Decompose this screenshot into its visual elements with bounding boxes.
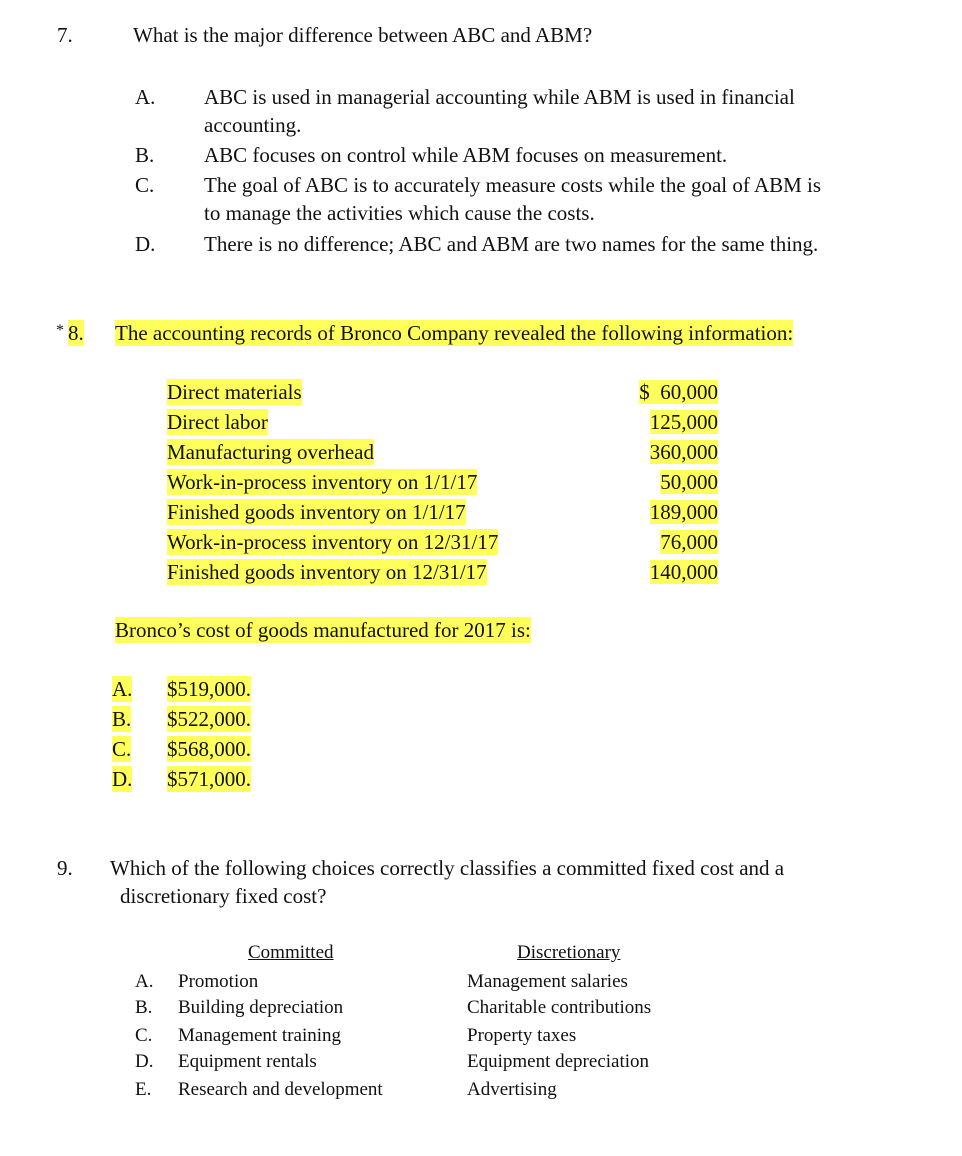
- option-text: to manage the activities which cause the costs.: [204, 201, 595, 225]
- option-text: ABC focuses on control while ABM focuses on measurement.: [204, 143, 728, 167]
- table-row-amount: 76,000: [660, 530, 718, 554]
- table-row-amount: $ 60,000: [639, 380, 718, 404]
- table-row-amount-cell: [598, 379, 718, 405]
- option-letter: C.: [135, 1025, 153, 1046]
- option-committed: Promotion: [178, 971, 259, 992]
- option-discretionary: Property taxes: [467, 1025, 577, 1046]
- option-text: $571,000.: [167, 767, 251, 791]
- option-discretionary: Equipment depreciation: [467, 1051, 650, 1072]
- option-text: $519,000.: [167, 677, 251, 701]
- table-row-amount-cell: [598, 469, 718, 495]
- option-discretionary: Advertising: [467, 1079, 557, 1100]
- table-row-amount-cell: [598, 499, 718, 525]
- option-discretionary: Charitable contributions: [467, 997, 652, 1018]
- question-number: 8.: [68, 321, 84, 345]
- table-row-label: Work-in-process inventory on 1/1/17: [167, 470, 478, 494]
- table-row-label: Direct materials: [167, 380, 302, 404]
- question-text: What is the major difference between ABC and ABM?: [133, 23, 593, 47]
- option-letter: D.: [135, 232, 156, 256]
- table-row-label: Manufacturing overhead: [167, 440, 374, 464]
- option-letter: C.: [112, 737, 132, 761]
- option-letter: A.: [135, 971, 154, 992]
- option-letter: A.: [112, 677, 133, 701]
- option-text: ABC is used in managerial accounting while ABM is used in financial: [204, 85, 795, 109]
- table-row-amount: 140,000: [649, 560, 718, 584]
- option-letter: D.: [135, 1051, 154, 1072]
- table-row-amount: 360,000: [649, 440, 718, 464]
- option-letter: E.: [135, 1079, 152, 1100]
- question-number: 9.: [57, 856, 73, 880]
- option-letter: A.: [135, 85, 156, 109]
- option-committed: Management training: [178, 1025, 342, 1046]
- option-committed: Equipment rentals: [178, 1051, 317, 1072]
- option-text: There is no difference; ABC and ABM are two names for the same thing.: [204, 232, 819, 256]
- table-row-label: Direct labor: [167, 410, 268, 434]
- option-discretionary: Management salaries: [467, 971, 628, 992]
- question-text: discretionary fixed cost?: [120, 884, 327, 908]
- table-row-amount-cell: [598, 559, 718, 585]
- option-letter: B.: [112, 707, 132, 731]
- question-prompt: Bronco’s cost of goods manufactured for 2017 is:: [115, 618, 531, 642]
- question-text: Which of the following choices correctly classifies a committed fixed cost and a: [110, 856, 785, 880]
- option-text: $522,000.: [167, 707, 251, 731]
- option-letter: D.: [112, 767, 133, 791]
- option-committed: Building depreciation: [178, 997, 344, 1018]
- table-row-amount-cell: [598, 439, 718, 465]
- asterisk-marker: *: [56, 322, 64, 339]
- option-letter: C.: [135, 173, 155, 197]
- table-row-label: Work-in-process inventory on 12/31/17: [167, 530, 499, 554]
- option-text: accounting.: [204, 113, 302, 137]
- question-text: The accounting records of Bronco Company revealed the following information:: [115, 321, 794, 345]
- table-row-amount: 125,000: [649, 410, 718, 434]
- table-row-amount: 189,000: [649, 500, 718, 524]
- table-row-amount-cell: [598, 409, 718, 435]
- header-discretionary: Discretionary: [517, 942, 621, 963]
- table-row-amount: 50,000: [660, 470, 718, 494]
- option-text: $568,000.: [167, 737, 251, 761]
- option-letter: B.: [135, 143, 155, 167]
- table-row-label: Finished goods inventory on 12/31/17: [167, 560, 487, 584]
- option-committed: Research and development: [178, 1079, 383, 1100]
- header-committed: Committed: [248, 942, 334, 963]
- table-row-label: Finished goods inventory on 1/1/17: [167, 500, 466, 524]
- table-row-amount-cell: [598, 529, 718, 555]
- question-number: 7.: [57, 23, 73, 47]
- option-text: The goal of ABC is to accurately measure costs while the goal of ABM is: [204, 173, 822, 197]
- option-letter: B.: [135, 997, 153, 1018]
